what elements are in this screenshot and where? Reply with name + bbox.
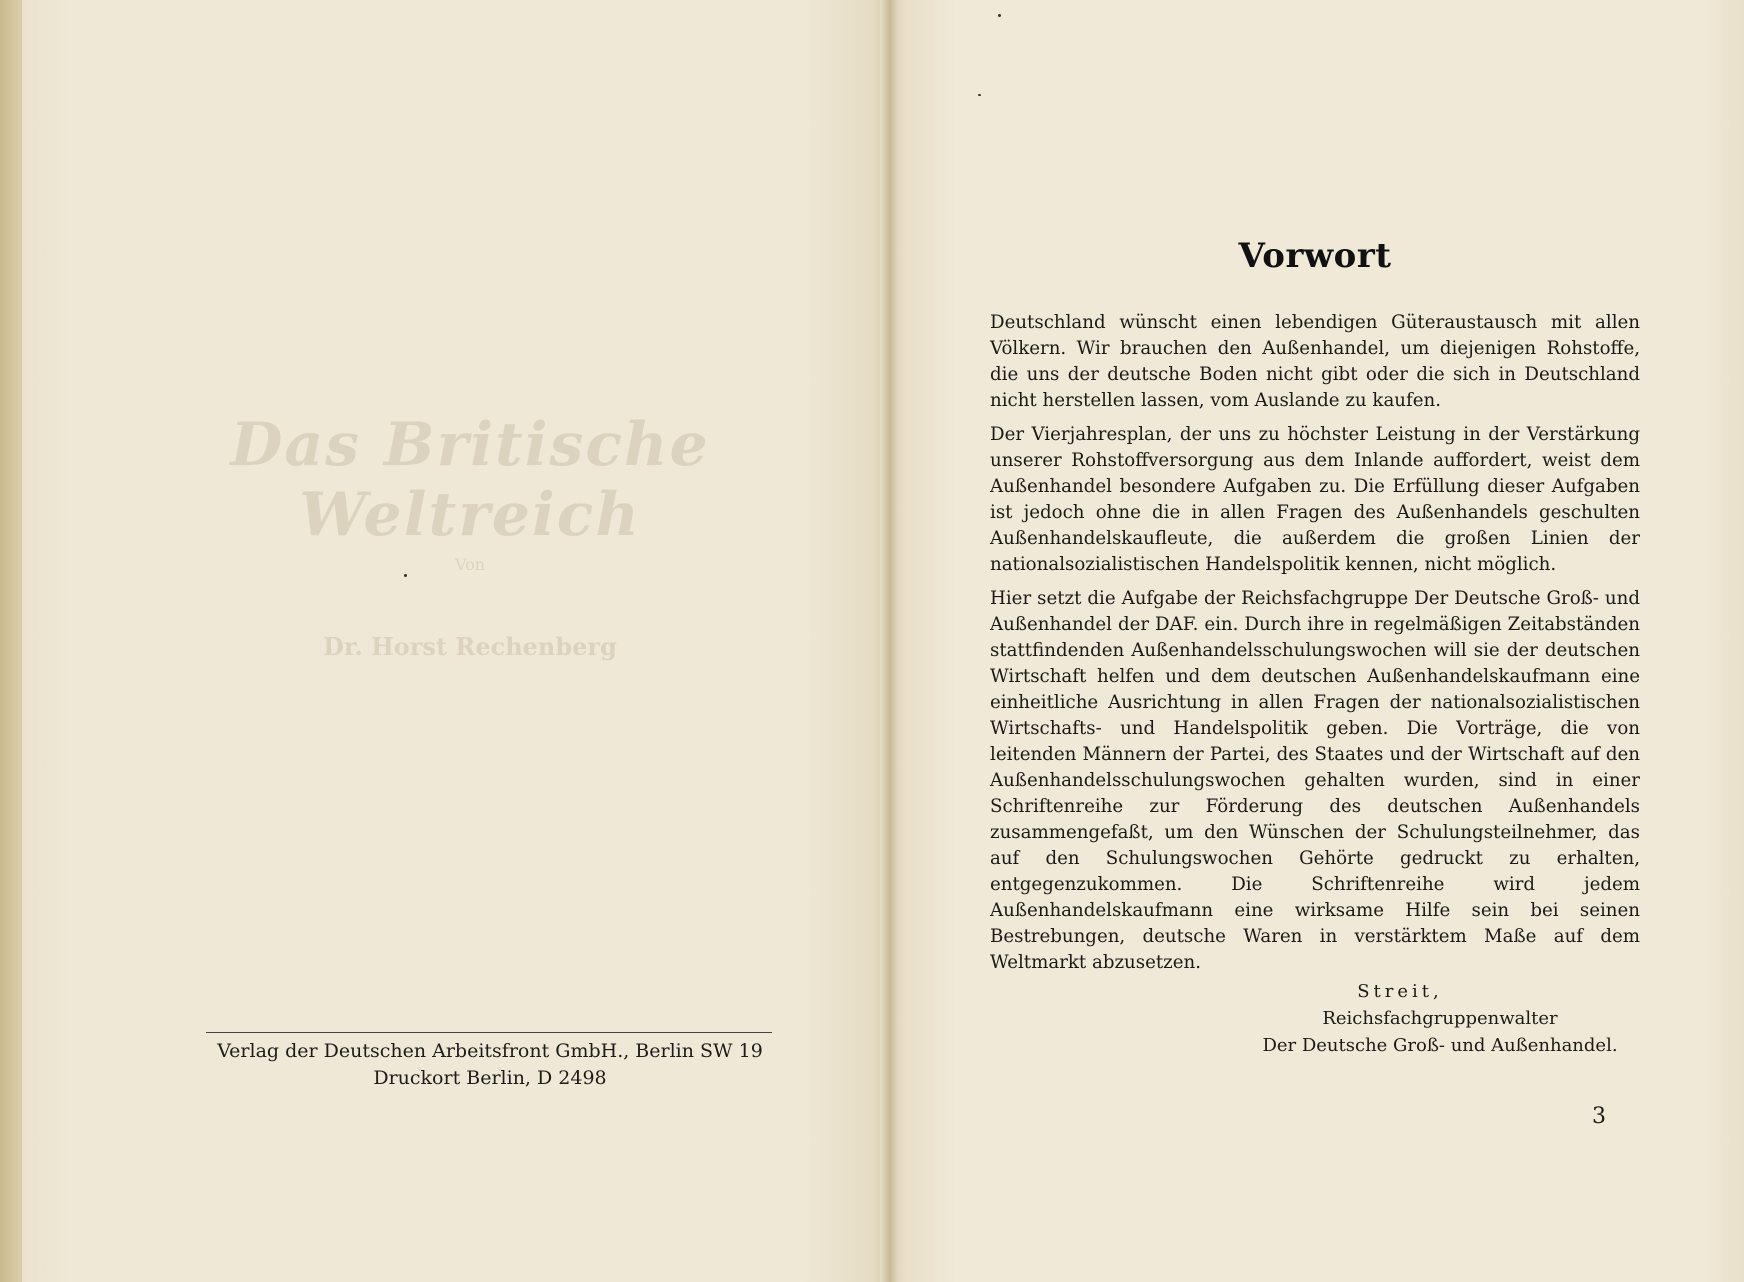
imprint-print-location-line: Druckort Berlin, D 2498 [373, 1067, 607, 1089]
left-page-edge [0, 0, 22, 1282]
foreword-paragraph-3: Hier setzt die Aufgabe der Reichsfachgruppe Der Deutsche Groß- und Außenhandel der DAF. ein. Durch ihre in regelmäßigen Zeitabständen stattfindenden Außenhandelsschulungswochen will sie der deutschen Wirtschaft helfen und dem deutschen Außenhandelskaufmann eine einheitliche Ausrichtung in allen Fragen der nationalsozialistischen Wirtschafts- und Handelspolitik geben. Die Vorträge, die von leitenden Männern der Partei, des Staates und der Wirtschaft auf den Außenhandelsschulungswochen gehalten wurden, sind in einer Schriftenreihe zur Förderung des deutschen Außenhandels zusammengefaßt, um den Wünschen der Schulungsteilnehmer, das auf den Schulungswochen Gehörte gedruckt zu erhalten, entgegenzukommen. Die Schriftenreihe wird jedem Außenhandelskaufmann eine wirksame Hilfe sein bei seinen Bestrebungen, deutsche Waren in verstärktem Maße auf dem Weltmarkt abzusetzen. [990, 588, 1640, 973]
foreword-paragraph-1: Deutschland wünscht einen lebendigen Güteraustausch mit allen Völkern. Wir brauchen den Außenhandel, um diejenigen Rohstoffe, die uns der deutsche Boden nicht gibt oder die sich in Deutschland nicht herstellen lassen, vom Auslande zu kaufen. [990, 312, 1640, 411]
paper-speck [998, 14, 1001, 17]
foreword-paragraph-2: Der Vierjahresplan, der uns zu höchster Leistung in der Verstärkung unserer Rohstoffversorgung aus dem Inlande auffordert, weist dem Außenhandel besondere Aufgaben zu. Die Erfüllung dieser Aufgaben ist jedoch ohne die in allen Fragen des Außenhandels geschulten Außenhandelskaufleute, die außerdem die großen Linien der nationalsozialistischen Handelspolitik kennen, nicht möglich. [990, 424, 1640, 575]
signature-role: Reichsfachgruppenwalter [1322, 1008, 1558, 1029]
imprint-rule [206, 1032, 772, 1033]
paper-speck [404, 574, 407, 577]
signature-organization: Der Deutsche Groß- und Außenhandel. [1262, 1035, 1618, 1056]
foreword-heading: Vorwort [1238, 236, 1392, 276]
show-through-title: Das Britische Weltreich [230, 410, 710, 550]
show-through-by: Von [454, 555, 486, 574]
foreword-body [990, 236, 1640, 984]
signature-name: Streit, [1357, 981, 1443, 1002]
paper-speck [978, 94, 981, 96]
page-number: 3 [1592, 1104, 1606, 1129]
imprint-publisher-line: Verlag der Deutschen Arbeitsfront GmbH., Berlin SW 19 [217, 1040, 763, 1062]
publisher-imprint [190, 1038, 790, 1092]
show-through-author: Dr. Horst Rechenberg [323, 632, 617, 661]
foreword-signature [1190, 978, 1650, 1059]
book-gutter [880, 0, 898, 1282]
